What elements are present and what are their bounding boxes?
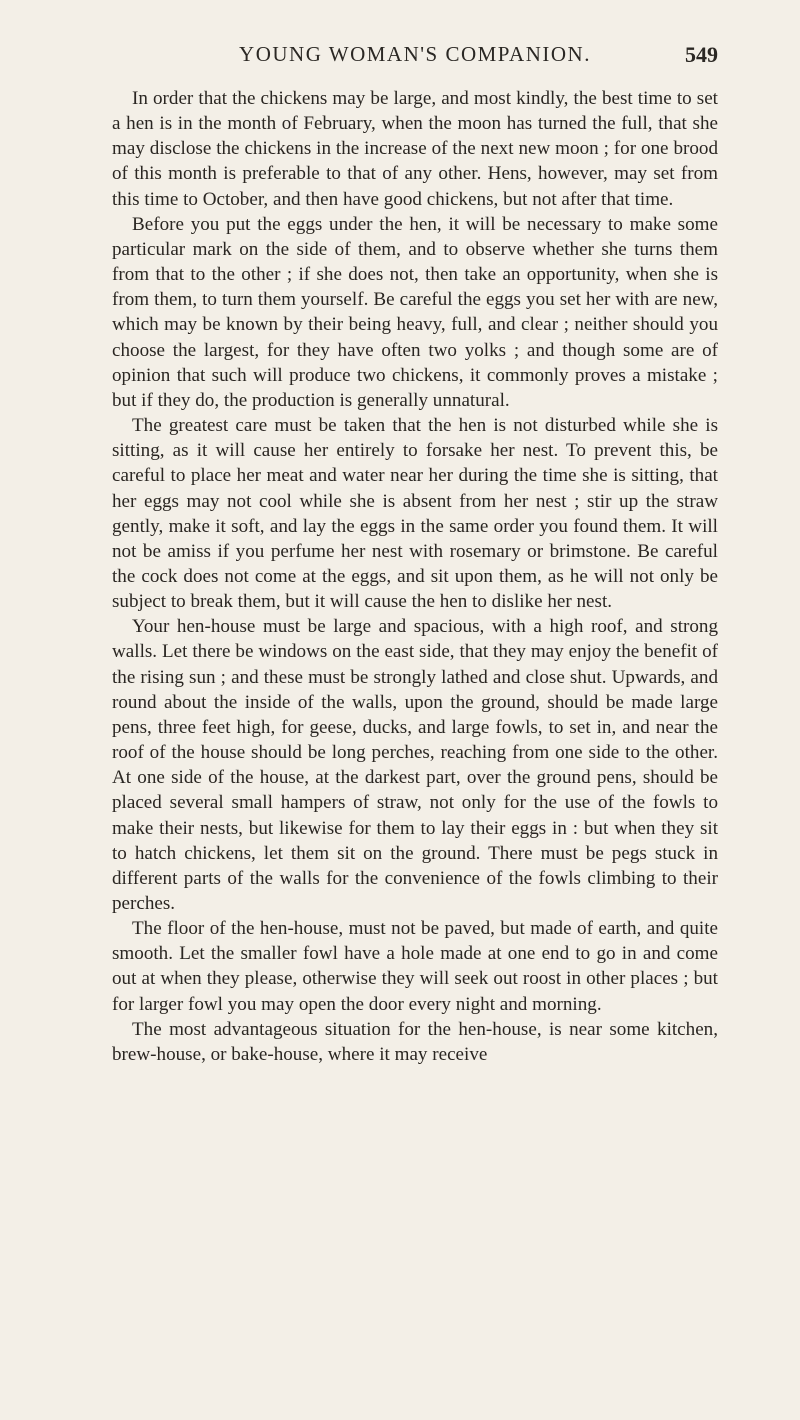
page-number: 549 <box>685 42 718 67</box>
paragraph: Your hen-house must be large and spacious, with a high roof, and strong walls. Let there be windows on the east side, that they may enjoy the benefit of the rising sun ; and these must be strongly lathed and close shut. Upwards, and round about the inside of the walls, upon the ground, should be made large pens, three feet high, for geese, ducks, and large fowls, to set in, and near the roof of the house should be long perches, reaching from one side to the other. At one side of the house, at the darkest part, over the ground pens, should be placed several small hampers of straw, not only for the use of the fowls to make their nests, but likewise for them to lay their eggs in : but when they sit to hatch chickens, let them sit on the ground. There must be pegs stuck in different parts of the walls for the convenience of the fowls climbing to their perches. <box>112 616 718 914</box>
paragraph: Before you put the eggs under the hen, it will be necessary to make some particular mark on the side of them, and to observe whether she turns them from that to the other ; if she does not, then take an opportunity, when she is from them, to turn them yourself. Be careful the eggs you set her with are new, which may be known by their being heavy, full, and clear ; neither should you choose the largest, for they have often two yolks ; and though some are of opinion that such will produce two chickens, it commonly proves a mistake ; but if they do, the production is generally unnatural. <box>112 213 718 411</box>
paragraph: In order that the chickens may be large, and most kindly, the best time to set a hen is in the month of February, when the moon has turned the full, that she may disclose the chickens in the increase of the next new moon ; for one brood of this month is preferable to that of any other. Hens, however, may set from this time to October, and then have good chickens, but not after that time. <box>112 88 718 210</box>
paragraph: The most advantageous situation for the hen-house, is near some kitchen, brew-house, or bake-house, where it may receive <box>112 1018 718 1065</box>
running-head <box>112 42 718 72</box>
paragraph: The greatest care must be taken that the hen is not disturbed while she is sitting, as it will cause her entirely to forsake her nest. To prevent this, be careful to place her meat and water near her during the time she is sitting, that her eggs may not cool while she is absent from her nest ; stir up the straw gently, make it soft, and lay the eggs in the same order you found them. It will not be amiss if you perfume her nest with rosemary or brimstone. Be careful the cock does not come at the eggs, and sit upon them, as he will not only be subject to break them, but it will cause the hen to dislike her nest. <box>112 415 718 613</box>
paragraph: The floor of the hen-house, must not be paved, but made of earth, and quite smooth. Let the smaller fowl have a hole made at one end to go in and come out at when they please, otherwise they will seek out roost in other places ; but for larger fowl you may open the door every night and morning. <box>112 918 718 1015</box>
running-title: YOUNG WOMAN'S COMPANION. <box>239 42 591 66</box>
body-text <box>112 86 718 1067</box>
